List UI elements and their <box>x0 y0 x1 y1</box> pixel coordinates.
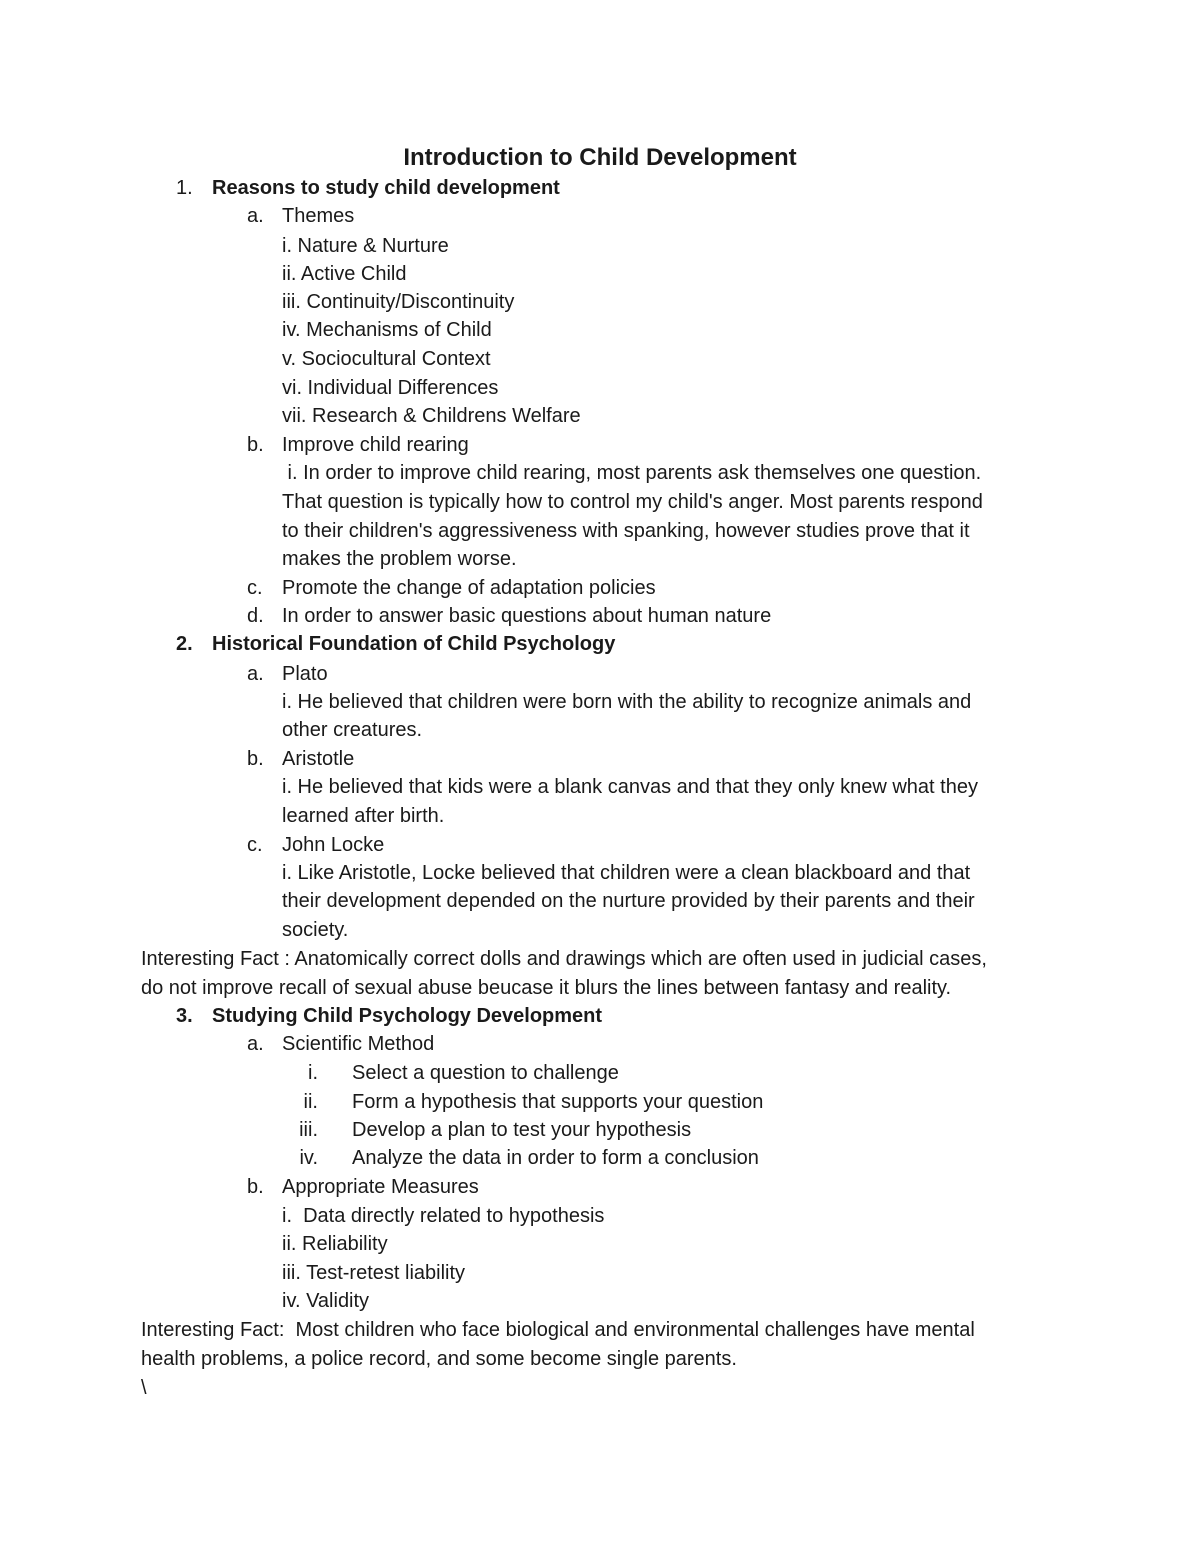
theme-item: v. Sociocultural Context <box>282 348 491 370</box>
detail-line: their development depended on the nurture provided by their parents and their <box>282 890 975 912</box>
detail-line: learned after birth. <box>282 805 445 827</box>
item-marker: a. <box>247 663 264 685</box>
item-marker: c. <box>247 577 263 599</box>
interesting-fact-line: health problems, a police record, and some become single parents. <box>141 1348 737 1370</box>
detail-line: i. Like Aristotle, Locke believed that children were a clean blackboard and that <box>282 862 971 884</box>
section-1-marker: 1. <box>176 177 193 199</box>
step-marker: iv. <box>299 1147 318 1169</box>
detail-line: society. <box>282 919 349 941</box>
measure-item: iii. Test-retest liability <box>282 1262 466 1284</box>
theme-item: ii. Active Child <box>282 263 407 285</box>
step-text: Select a question to challenge <box>352 1062 619 1084</box>
section-1-heading: Reasons to study child development <box>212 177 560 199</box>
item-themes: Themes <box>282 205 355 227</box>
detail-line: makes the problem worse. <box>282 548 517 570</box>
step-text: Form a hypothesis that supports your question <box>352 1091 764 1113</box>
theme-item: iv. Mechanisms of Child <box>282 319 492 341</box>
theme-item: vi. Individual Differences <box>282 377 499 399</box>
detail-line: other creatures. <box>282 719 423 741</box>
interesting-fact-line: Interesting Fact: Most children who face biological and environmental challenges have mental <box>141 1319 975 1341</box>
item-appropriate-measures: Appropriate Measures <box>282 1176 479 1198</box>
document-title: Introduction to Child Development <box>403 144 797 171</box>
item-marker: a. <box>247 1033 264 1055</box>
item-plato: Plato <box>282 663 328 685</box>
section-3-marker: 3. <box>176 1005 193 1027</box>
item-improve-child-rearing: Improve child rearing <box>282 434 469 456</box>
step-marker: i. <box>308 1062 318 1084</box>
detail-line: i. He believed that kids were a blank canvas and that they only knew what they <box>282 776 978 798</box>
item-marker: b. <box>247 1176 264 1198</box>
item-marker: b. <box>247 434 264 456</box>
detail-line: to their children's aggressiveness with spanking, however studies prove that it <box>282 520 970 542</box>
item-aristotle: Aristotle <box>282 748 355 770</box>
detail-line: That question is typically how to control my child's anger. Most parents respond <box>282 491 983 513</box>
section-2-heading: Historical Foundation of Child Psychology <box>212 633 616 655</box>
theme-item: vii. Research & Childrens Welfare <box>282 405 581 427</box>
item-answer-questions: In order to answer basic questions about human nature <box>282 605 772 627</box>
item-promote-change: Promote the change of adaptation policies <box>282 577 656 599</box>
interesting-fact-line: do not improve recall of sexual abuse beucase it blurs the lines between fantasy and reality. <box>141 977 952 999</box>
section-3-heading: Studying Child Psychology Development <box>212 1005 603 1027</box>
step-marker: iii. <box>299 1119 318 1141</box>
item-marker: d. <box>247 605 264 627</box>
theme-item: iii. Continuity/Discontinuity <box>282 291 515 313</box>
trailing-backslash: \ <box>141 1377 147 1399</box>
item-john-locke: John Locke <box>282 834 385 856</box>
section-2-marker: 2. <box>176 633 193 655</box>
detail-line: i. He believed that children were born with the ability to recognize animals and <box>282 691 972 713</box>
measure-item: i. Data directly related to hypothesis <box>282 1205 605 1227</box>
item-marker: b. <box>247 748 264 770</box>
measure-item: iv. Validity <box>282 1290 370 1312</box>
interesting-fact-line: Interesting Fact : Anatomically correct dolls and drawings which are often used in judicial cases, <box>141 948 987 970</box>
step-text: Analyze the data in order to form a conclusion <box>352 1147 759 1169</box>
measure-item: ii. Reliability <box>282 1233 388 1255</box>
theme-item: i. Nature & Nurture <box>282 235 449 257</box>
item-marker: c. <box>247 834 263 856</box>
step-text: Develop a plan to test your hypothesis <box>352 1119 692 1141</box>
detail-line: i. In order to improve child rearing, most parents ask themselves one question. <box>282 462 982 484</box>
step-marker: ii. <box>303 1091 318 1113</box>
item-marker: a. <box>247 205 264 227</box>
item-scientific-method: Scientific Method <box>282 1033 435 1055</box>
